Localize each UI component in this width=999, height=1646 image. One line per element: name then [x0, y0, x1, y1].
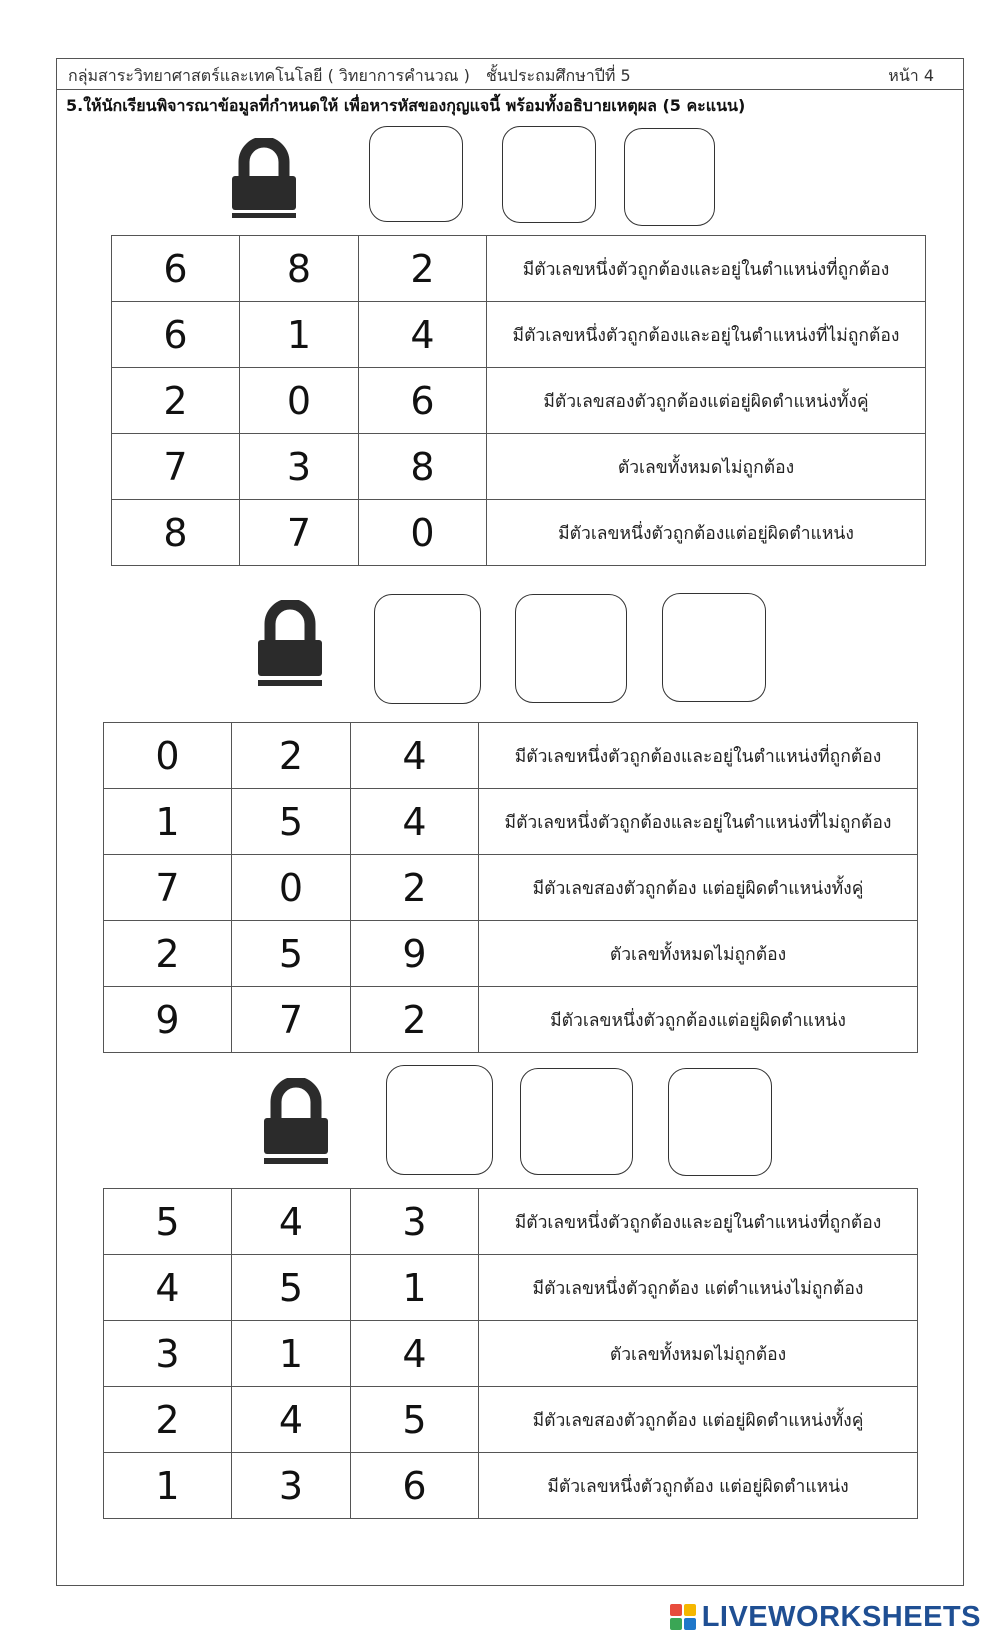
clue-row [112, 500, 926, 566]
guess-digit: 5 [351, 1387, 479, 1453]
code-digit-box-3[interactable] [662, 593, 766, 702]
guess-digit: 4 [104, 1255, 232, 1321]
guess-digit: 0 [359, 500, 487, 566]
guess-digit: 1 [104, 1453, 232, 1519]
clue-table-3 [103, 1188, 918, 1519]
code-digit-box-2[interactable] [515, 594, 627, 703]
guess-digit: 9 [104, 987, 232, 1053]
code-digit-box-1[interactable] [386, 1065, 493, 1175]
guess-digit: 4 [351, 789, 479, 855]
clue-row [104, 1255, 918, 1321]
clue-text: มีตัวเลขสองตัวถูกต้อง แต่อยู่ผิดตำแหน่งทั้งคู่ [479, 1387, 918, 1453]
liveworksheets-logo [670, 1600, 981, 1634]
code-digit-box-3[interactable] [624, 128, 715, 226]
guess-digit: 1 [104, 789, 232, 855]
guess-digit: 2 [104, 1387, 232, 1453]
clue-row [104, 855, 918, 921]
clue-row [112, 236, 926, 302]
clue-text: มีตัวเลขสองตัวถูกต้องแต่อยู่ผิดตำแหน่งทั้งคู่ [487, 368, 926, 434]
guess-digit: 6 [359, 368, 487, 434]
guess-digit: 8 [240, 236, 359, 302]
guess-digit: 5 [232, 1255, 351, 1321]
clue-text: ตัวเลขทั้งหมดไม่ถูกต้อง [487, 434, 926, 500]
brand-name: LIVEWORKSHEETS [701, 1600, 981, 1633]
clue-text: มีตัวเลขหนึ่งตัวถูกต้องและอยู่ในตำแหน่งที่ไม่ถูกต้อง [479, 789, 918, 855]
clue-text: มีตัวเลขหนึ่งตัวถูกต้องแต่อยู่ผิดตำแหน่ง [487, 500, 926, 566]
guess-digit: 7 [232, 987, 351, 1053]
guess-digit: 4 [359, 302, 487, 368]
code-digit-box-2[interactable] [520, 1068, 633, 1175]
lock-icon [260, 1078, 332, 1172]
clue-text: ตัวเลขทั้งหมดไม่ถูกต้อง [479, 921, 918, 987]
guess-digit: 8 [359, 434, 487, 500]
guess-digit: 4 [232, 1387, 351, 1453]
clue-row [104, 921, 918, 987]
clue-table-1 [111, 235, 926, 566]
guess-digit: 5 [232, 789, 351, 855]
page-header [56, 58, 964, 90]
code-digit-box-3[interactable] [668, 1068, 772, 1176]
guess-digit: 6 [112, 236, 240, 302]
clue-row [104, 789, 918, 855]
clue-row [104, 1189, 918, 1255]
clue-row [104, 1387, 918, 1453]
clue-text: มีตัวเลขหนึ่งตัวถูกต้อง แต่อยู่ผิดตำแหน่ง [479, 1453, 918, 1519]
clue-text: มีตัวเลขสองตัวถูกต้อง แต่อยู่ผิดตำแหน่งทั้งคู่ [479, 855, 918, 921]
page-number: หน้า 4 [888, 66, 934, 85]
guess-digit: 3 [232, 1453, 351, 1519]
guess-digit: 2 [359, 236, 487, 302]
guess-digit: 2 [104, 921, 232, 987]
grade-label: ชั้นประถมศึกษาปีที่ 5 [486, 66, 631, 85]
guess-digit: 7 [112, 434, 240, 500]
guess-digit: 4 [351, 1321, 479, 1387]
clue-text: มีตัวเลขหนึ่งตัวถูกต้องและอยู่ในตำแหน่งที่ไม่ถูกต้อง [487, 302, 926, 368]
guess-digit: 0 [232, 855, 351, 921]
lock-icon [228, 138, 300, 224]
code-digit-box-2[interactable] [502, 126, 596, 223]
guess-digit: 7 [104, 855, 232, 921]
guess-digit: 1 [240, 302, 359, 368]
guess-digit: 9 [351, 921, 479, 987]
guess-digit: 6 [112, 302, 240, 368]
clue-row [104, 723, 918, 789]
guess-digit: 3 [240, 434, 359, 500]
guess-digit: 2 [112, 368, 240, 434]
guess-digit: 2 [351, 987, 479, 1053]
guess-digit: 0 [240, 368, 359, 434]
guess-digit: 6 [351, 1453, 479, 1519]
clue-row [112, 368, 926, 434]
clue-text: มีตัวเลขหนึ่งตัวถูกต้องและอยู่ในตำแหน่งที่ถูกต้อง [479, 1189, 918, 1255]
guess-digit: 5 [104, 1189, 232, 1255]
guess-digit: 5 [232, 921, 351, 987]
clue-table-2 [103, 722, 918, 1053]
guess-digit: 4 [232, 1189, 351, 1255]
clue-row [104, 1321, 918, 1387]
clue-row [104, 1453, 918, 1519]
clue-text: มีตัวเลขหนึ่งตัวถูกต้อง แต่ตำแหน่งไม่ถูกต้อง [479, 1255, 918, 1321]
guess-digit: 3 [104, 1321, 232, 1387]
subject-label: กลุ่มสาระวิทยาศาสตร์และเทคโนโลยี ( วิทยาการคำนวณ ) [68, 66, 470, 85]
clue-row [104, 987, 918, 1053]
clue-text: มีตัวเลขหนึ่งตัวถูกต้องและอยู่ในตำแหน่งที่ถูกต้อง [487, 236, 926, 302]
guess-digit: 2 [351, 855, 479, 921]
guess-digit: 4 [351, 723, 479, 789]
question-text: 5.ให้นักเรียนพิจารณาข้อมูลที่กำหนดให้ เพื่อหารหัสของกุญแจนี้ พร้อมทั้งอธิบายเหตุผล (5 คะแนน) [66, 96, 746, 115]
guess-digit: 1 [232, 1321, 351, 1387]
guess-digit: 7 [240, 500, 359, 566]
clue-text: มีตัวเลขหนึ่งตัวถูกต้องแต่อยู่ผิดตำแหน่ง [479, 987, 918, 1053]
guess-digit: 8 [112, 500, 240, 566]
logo-mark-icon [670, 1604, 696, 1630]
code-digit-box-1[interactable] [369, 126, 463, 222]
guess-digit: 2 [232, 723, 351, 789]
guess-digit: 0 [104, 723, 232, 789]
clue-text: มีตัวเลขหนึ่งตัวถูกต้องและอยู่ในตำแหน่งที่ถูกต้อง [479, 723, 918, 789]
clue-row [112, 434, 926, 500]
guess-digit: 1 [351, 1255, 479, 1321]
lock-icon [254, 600, 326, 694]
code-digit-box-1[interactable] [374, 594, 481, 704]
clue-text: ตัวเลขทั้งหมดไม่ถูกต้อง [479, 1321, 918, 1387]
clue-row [112, 302, 926, 368]
guess-digit: 3 [351, 1189, 479, 1255]
